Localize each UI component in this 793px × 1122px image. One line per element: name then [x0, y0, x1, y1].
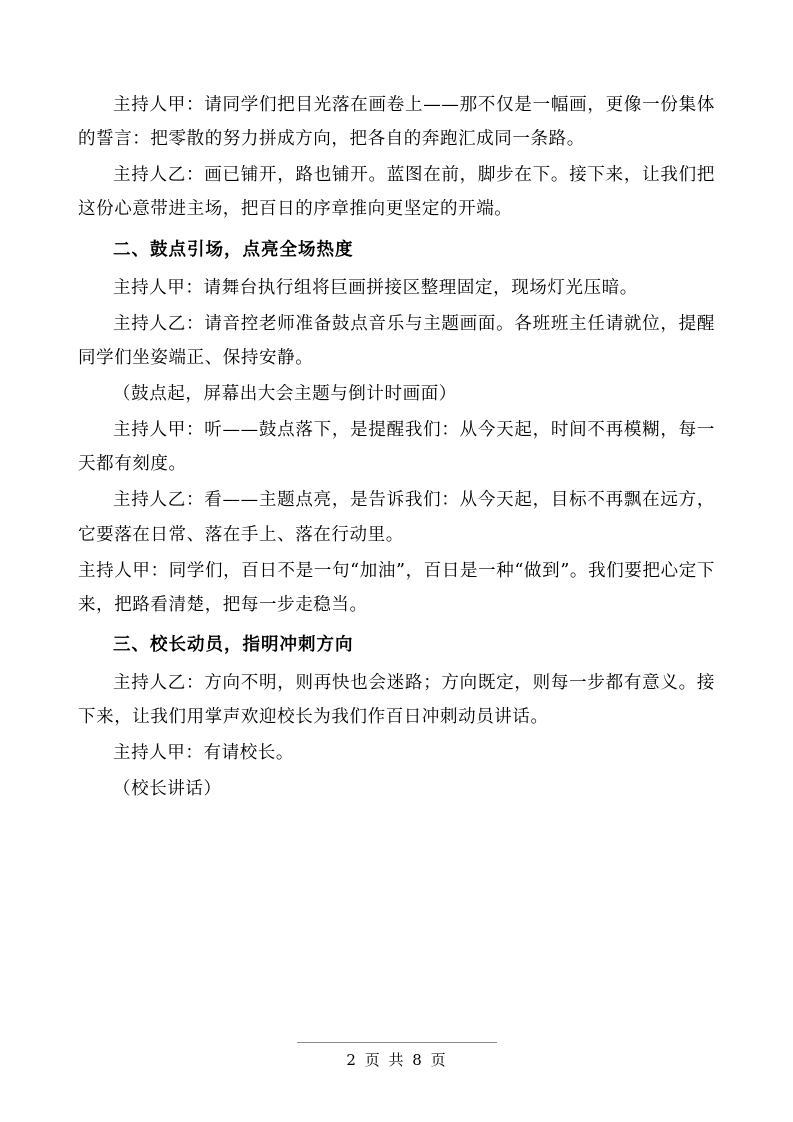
paragraph: 主持人甲：请舞台执行组将巨画拼接区整理固定，现场灯光压暗。: [113, 277, 638, 298]
page-total-label: 共: [388, 1051, 405, 1069]
paragraph: 主持人乙：看——主题点亮，是告诉我们：从今天起，目标不再飘在远方，它要落在日常、落在手上、落在行动里。: [78, 490, 715, 545]
section-heading: 三、校长动员，指明冲刺方向: [113, 634, 354, 655]
paragraph: 主持人甲：同学们，百日不是一句“加油”，百日是一种“做到”。我们要把心定下来，把路看清楚，把每一步走稳当。: [78, 560, 715, 615]
stage-direction: （鼓点起，屏幕出大会主题与倒计时画面）: [113, 384, 457, 404]
page-number: [0, 1049, 793, 1070]
paragraph: 主持人乙：方向不明，则再快也会迷路；方向既定，则每一步都有意义。接下来，让我们用掌声欢迎校长为我们作百日冲刺动员讲话。: [78, 673, 715, 728]
page-total-unit: 页: [430, 1051, 447, 1069]
paragraph: 主持人甲：听——鼓点落下，是提醒我们：从今天起，时间不再模糊，每一天都有刻度。: [78, 420, 715, 475]
document-body: [78, 88, 715, 807]
paragraph: 主持人甲：有请校长。: [113, 743, 294, 764]
page-number-current: 2: [346, 1051, 357, 1069]
page-footer: [0, 1042, 793, 1070]
stage-direction: （校长讲话）: [113, 779, 222, 800]
section-heading: 二、鼓点引场，点亮全场热度: [113, 239, 354, 260]
page-number-unit: 页: [364, 1051, 381, 1069]
paragraph: 主持人乙：画已铺开，路也铺开。蓝图在前，脚步在下。接下来，让我们把这份心意带进主场，把百日的序章推向更坚定的开端。: [78, 165, 715, 220]
page-total-value: 8: [412, 1051, 423, 1069]
paragraph: 主持人乙：请音控老师准备鼓点音乐与主题画面。各班班主任请就位，提醒同学们坐姿端正、保持安静。: [78, 313, 715, 368]
paragraph: 主持人甲：请同学们把目光落在画卷上——那不仅是一幅画，更像一份集体的誓言：把零散的努力拼成方向，把各自的奔跑汇成同一条路。: [78, 95, 715, 150]
footer-divider: [297, 1042, 497, 1043]
